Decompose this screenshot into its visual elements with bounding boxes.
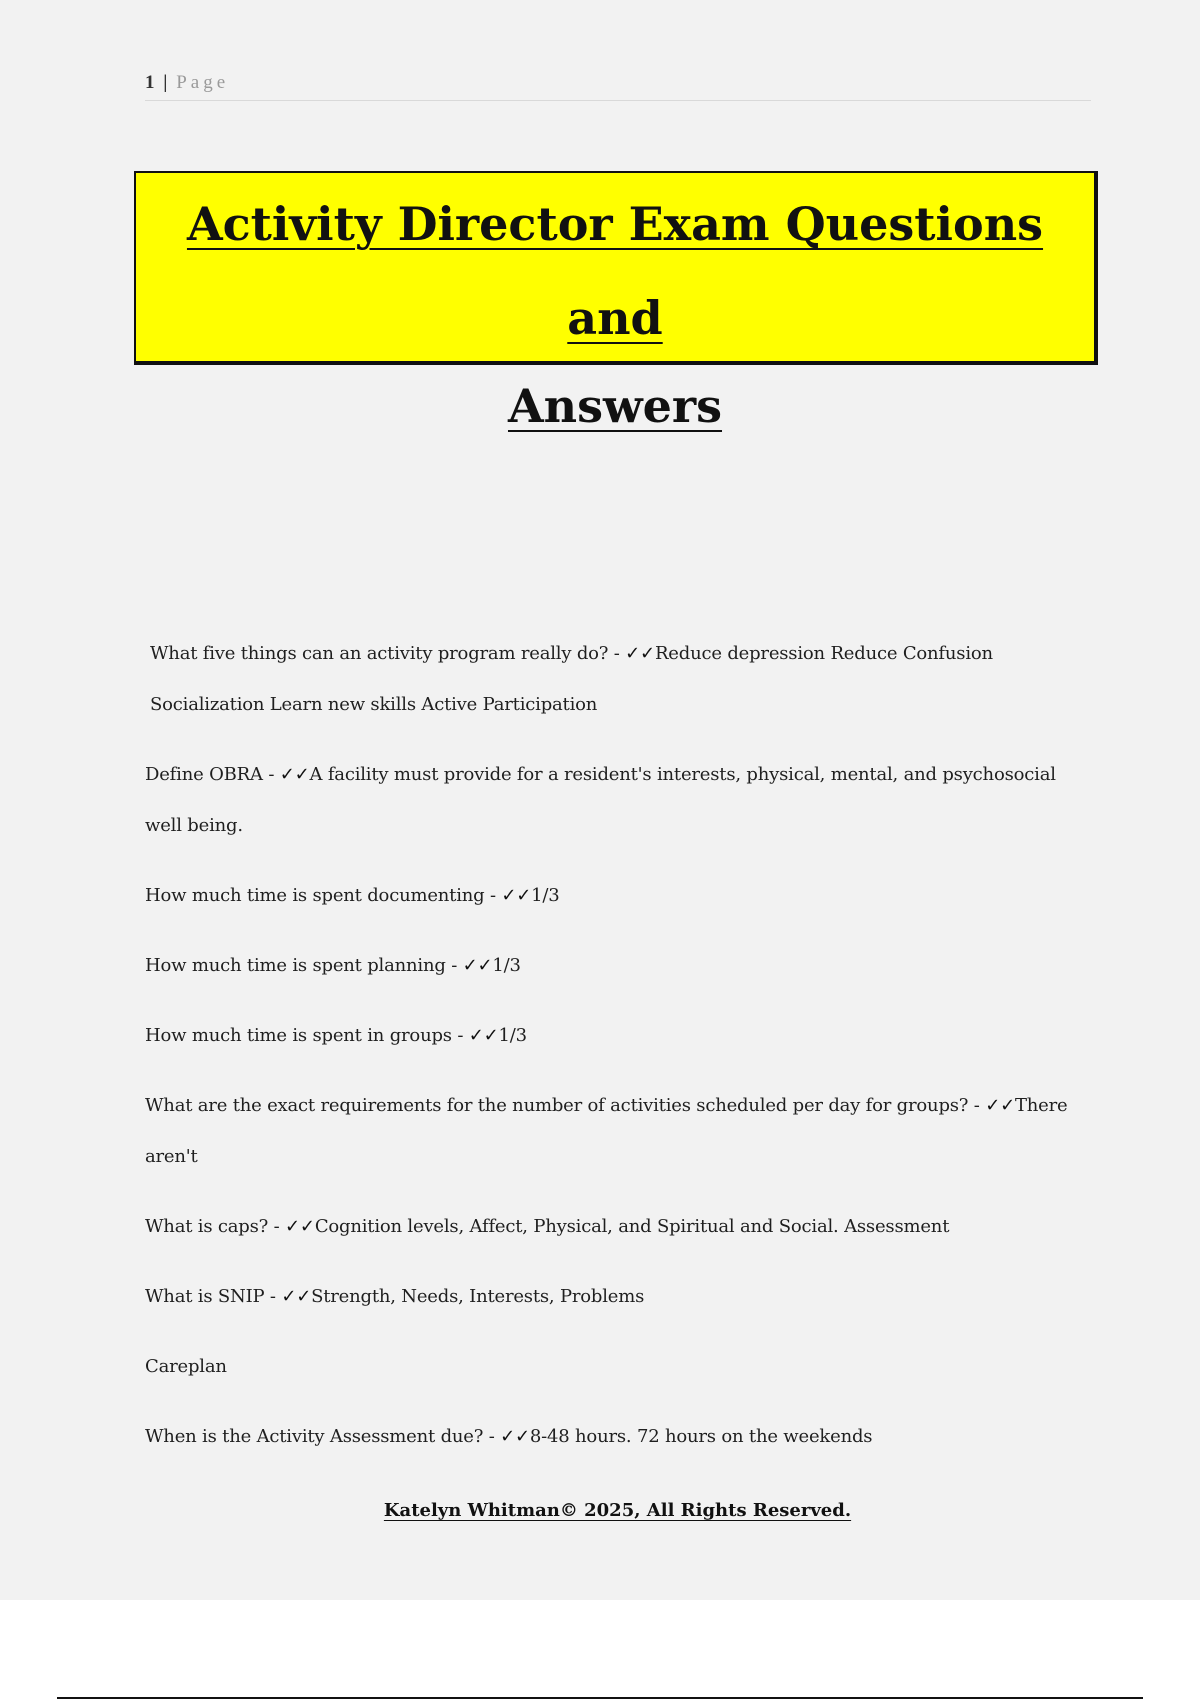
qa-question: What is SNIP -: [145, 1286, 282, 1307]
qa-list: [145, 628, 1075, 1481]
checkmark-icon: ✓✓: [500, 1426, 530, 1447]
qa-item: [145, 749, 1075, 851]
copyright-footer: Katelyn Whitman© 2025, All Rights Reserved.: [383, 1500, 852, 1521]
qa-answer: Cognition levels, Affect, Physical, and Spiritual and Social. Assessment: [314, 1216, 950, 1237]
page-header: [145, 72, 1091, 101]
qa-item: [145, 1010, 1075, 1061]
qa-question: What is caps? -: [145, 1216, 286, 1237]
page-number: 1: [145, 72, 155, 93]
qa-question: How much time is spent in groups -: [145, 1025, 469, 1046]
qa-item: [145, 628, 1075, 730]
title-line-2: Answers: [507, 379, 723, 433]
page-separator: |: [163, 72, 168, 93]
checkmark-icon: ✓✓: [285, 1216, 315, 1237]
qa-answer: 8-48 hours. 72 hours on the weekends: [529, 1426, 873, 1447]
qa-question: When is the Activity Assessment due? -: [145, 1426, 501, 1447]
qa-answer: Reduce depression Reduce Confusion Socialization Learn new skills Active Participation: [150, 643, 993, 715]
page-label: Page: [176, 72, 230, 93]
title-line-1: Activity Director Exam Questions and: [186, 197, 1044, 345]
title-banner: [134, 171, 1098, 433]
qa-item: [145, 870, 1075, 921]
qa-answer: 1/3: [498, 1025, 527, 1046]
qa-item: [145, 1341, 1075, 1392]
qa-item: [145, 1201, 1075, 1252]
checkmark-icon: ✓✓: [501, 885, 532, 906]
qa-answer: A facility must provide for a resident's interests, physical, mental, and psychosocial well being.: [145, 764, 1056, 836]
checkmark-icon: ✓✓: [625, 643, 655, 664]
qa-question: Define OBRA -: [145, 764, 280, 785]
qa-answer: Strength, Needs, Interests, Problems: [311, 1286, 645, 1307]
checkmark-icon: ✓✓: [985, 1095, 1015, 1116]
qa-item: [145, 1411, 1075, 1462]
qa-question: How much time is spent planning -: [145, 955, 463, 976]
checkmark-icon: ✓✓: [279, 764, 310, 785]
checkmark-icon: ✓✓: [462, 955, 493, 976]
qa-item: [145, 1271, 1075, 1322]
qa-item: [145, 1080, 1075, 1182]
checkmark-icon: ✓✓: [281, 1286, 312, 1307]
qa-question: What are the exact requirements for the number of activities scheduled per day for groups? -: [145, 1095, 986, 1116]
qa-answer: 1/3: [531, 885, 560, 906]
checkmark-icon: ✓✓: [468, 1025, 499, 1046]
bottom-divider: [57, 1697, 1143, 1699]
qa-question: What five things can an activity program really do? -: [150, 643, 626, 664]
qa-question: How much time is spent documenting -: [145, 885, 502, 906]
qa-answer: There aren't: [145, 1095, 1068, 1167]
qa-question: Careplan: [145, 1356, 227, 1377]
qa-item: [145, 940, 1075, 991]
qa-answer: 1/3: [492, 955, 521, 976]
